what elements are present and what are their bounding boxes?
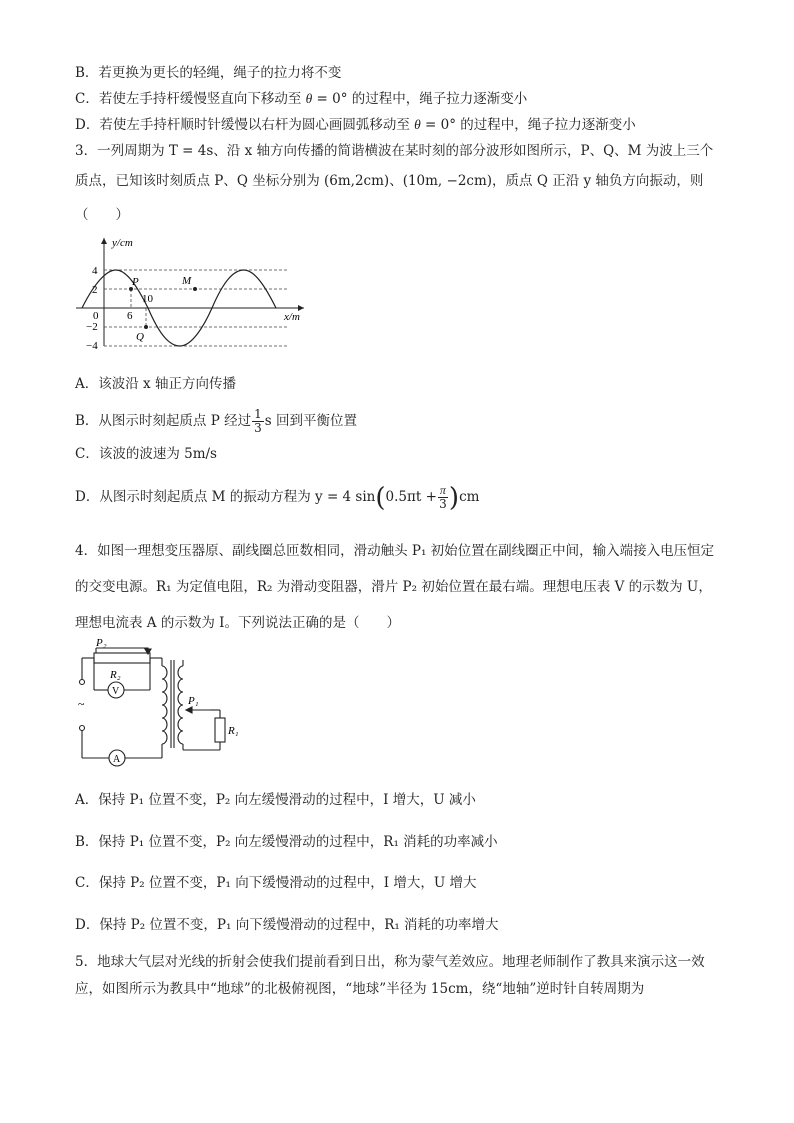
point-m	[193, 287, 197, 291]
label-r1: R₁	[228, 725, 239, 737]
q3-option-d: D．从图示时刻起质点 M 的振动方程为 y = 4 sin(0.5πt + $\frac{\pi}{3}$ )cm	[75, 483, 480, 513]
fraction-one-third: $\frac{1}{3}$	[254, 407, 262, 435]
q5-stem-line-1: 5．地球大气层对光线的折射会使我们提前看到日出，称为蒙气差效应。地理老师制作了教具来演示这一效	[75, 954, 705, 970]
q3-option-c: C．该波的波速为 5m/s	[75, 446, 217, 462]
q3-option-a: A．该波沿 x 轴正方向传播	[75, 376, 236, 392]
wave-graph	[72, 232, 312, 350]
label-p2: P₂	[96, 637, 107, 649]
q3-stem-line-2: 质点，已知该时刻质点 P、Q 坐标分别为 (6m,2cm)、(10m, −2cm)，质点 Q 正沿 y 轴负方向振动，则	[75, 173, 704, 189]
point-q	[144, 325, 148, 329]
y-axis-label: y/cm	[112, 237, 133, 249]
y-tick-0: 0	[93, 310, 99, 322]
q4-option-b: B．保持 P₁ 位置不变，P₂ 向左缓慢滑动的过程中，R₁ 消耗的功率减小	[75, 834, 498, 850]
q2-option-c: C．若使左手持杆缓慢竖直向下移动至 θ = 0° 的过程中，绳子拉力逐渐变小	[75, 91, 528, 107]
q4-option-d: D．保持 P₂ 位置不变，P₁ 向下缓慢滑动的过程中，R₁ 消耗的功率增大	[75, 917, 499, 933]
y-tick-neg2: −2	[86, 321, 98, 333]
x-tick-10: 10	[142, 293, 153, 305]
q4-stem-line-3: 理想电流表 A 的示数为 I。下列说法正确的是（ ）	[75, 615, 400, 631]
q4-stem-line-1: 4．如图一理想变压器原、副线圈总匝数相同，滑动触头 P₁ 初始位置在副线圈正中间，输入端接入电压恒定	[75, 543, 715, 559]
fraction-pi-over-three: $\frac{\pi}{3}$	[439, 483, 447, 511]
q2-option-b: B．若更换为更长的轻绳，绳子的拉力将不变	[75, 65, 342, 81]
x-tick-6: 6	[127, 310, 133, 322]
label-q: Q	[136, 331, 144, 343]
label-r2: R₂	[110, 669, 121, 681]
y-tick-2: 2	[92, 284, 98, 296]
q4-option-c: C．保持 P₂ 位置不变，P₁ 向下缓慢滑动的过程中，I 增大，U 增大	[75, 875, 477, 891]
y-tick-neg4: −4	[86, 340, 98, 350]
label-m: M	[182, 275, 192, 287]
q3-answer-blank: （ ）	[75, 207, 129, 223]
ammeter-symbol: A	[113, 754, 121, 765]
y-tick-4: 4	[92, 265, 98, 277]
theta-symbol: θ	[414, 117, 421, 132]
q4-option-a: A．保持 P₁ 位置不变，P₂ 向左缓慢滑动的过程中，I 增大，U 减小	[75, 792, 476, 808]
q2-option-d: D．若使左手持杆顺时针缓慢以右杆为圆心画圆弧移动至 θ = 0° 的过程中，绳子拉力逐渐变小	[75, 117, 636, 133]
theta-symbol: θ	[305, 91, 313, 106]
ac-source-symbol: ~	[78, 697, 85, 711]
voltmeter-symbol: V	[112, 686, 120, 697]
label-p1: P₁	[188, 695, 199, 707]
q3-option-b: B．从图示时刻起质点 P 经过 $\frac{1}{3}$ s 回到平衡位置	[75, 407, 357, 435]
q3-stem-line-1: 3．一列周期为 T = 4s、沿 x 轴方向传播的简谐横波在某时刻的部分波形如图所示，P、Q、M 为波上三个	[75, 143, 714, 159]
q5-stem-line-2: 应，如图所示为教具中“地球”的北极俯视图，“地球”半径为 15cm，绕“地轴”逆时针自转周期为	[75, 981, 645, 997]
x-axis-label: x/m	[284, 311, 300, 323]
transformer-circuit	[70, 636, 250, 772]
q4-stem-line-2: 的交变电源。R₁ 为定值电阻，R₂ 为滑动变阻器，滑片 P₂ 初始位置在最右端。理想电压表 V 的示数为 U，	[75, 579, 712, 595]
label-p: P	[132, 276, 139, 288]
